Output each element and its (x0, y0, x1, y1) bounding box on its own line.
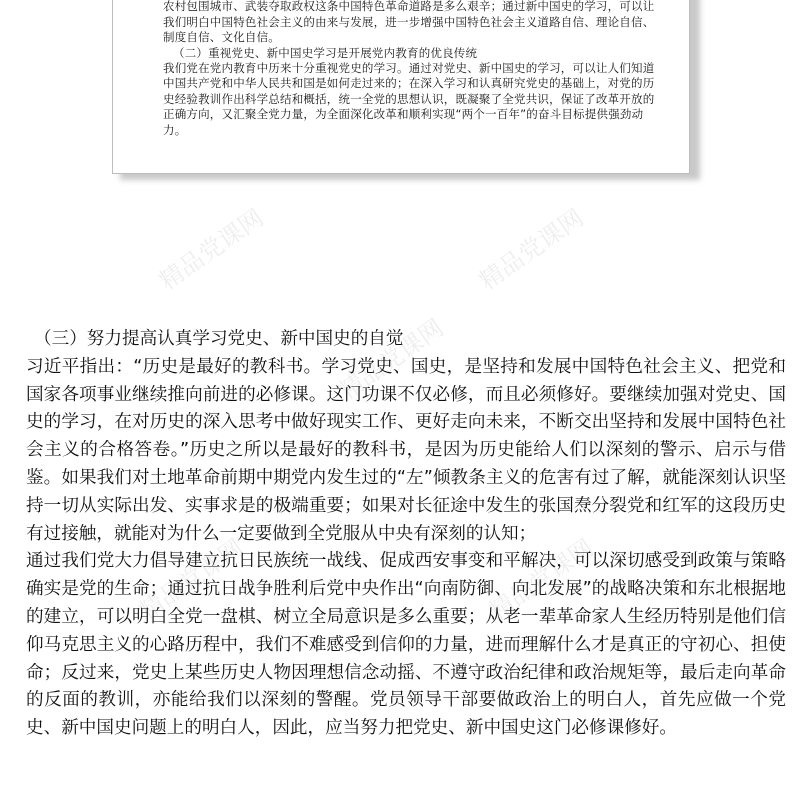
excerpt-card-text (163, 0, 661, 138)
section-heading: （三）努力提高认真学习党史、新中国史的自觉 (34, 329, 404, 349)
card-paragraph-1: 农村包围城市、武装夺取政权这条中国特色革命道路是多么艰辛；通过新中国史的学习，可以让我们明白中国特色社会主义的由来与发展，进一步增强中国特色社会主义道路自信、理论自信、制度自信、文化自信。 (163, 0, 655, 45)
main-body (26, 326, 786, 743)
body-paragraph-2: 通过我们党大力倡导建立抗日民族统一战线、促成西安事变和平解决，可以深切感受到政策与策略确实是党的生命；通过抗日战争胜利后党中央作出“向南防御、向北发展”的战略决策和东北根据地的建立，可以明白全党一盘棋、树立全局意识是多么重要；从老一辈革命家人生经历特别是他们信仰马克思主义的心路历程中，我们不难感受到信仰的力量，进而理解什么才是真正的守初心、担使命；反过来，党史上某些历史人物因理想信念动摇、不遵守政治纪律和政治规矩等，最后走向革命的反面的教训，亦能给我们以深刻的警醒。党员领导干部要做政治上的明白人，首先应做一个党史、新中国史问题上的明白人，因此，应当努力把党史、新中国史这门必修课修好。 (26, 551, 786, 739)
watermark-3: 精品党课网 (334, 313, 449, 406)
card-paragraph-2: 我们党在党内教育中历来十分重视党史的学习。通过对党史、新中国史的学习，可以让人们知道中国共产党和中华人民共和国是如何走过来的；在深入学习和认真研究党史的基础上，对党的历史经验教训作出科学总结和概括，统一全党的思想认识，既凝聚了全党共识，保证了改革开放的正确方向，又汇聚全党力量，为全面深化改革和顺利实现“两个一百年”的奋斗目标提供强劲动力。 (163, 61, 655, 137)
watermark-4: 精品党课网 (134, 533, 249, 626)
watermark-5: 精品党课网 (484, 533, 599, 626)
body-paragraph-1: 习近平指出：“历史是最好的教科书。学习党史、国史，是坚持和发展中国特色社会主义、把党和国家各项事业继续推向前进的必修课。这门功课不仅必修，而且必须修好。要继续加强对党史、国史的学习，在对历史的深入思考中做好现实工作、更好走向未来，不断交出坚持和发展中国特色社会主义的合格答卷。”历史之所以是最好的教科书，是因为历史能给人们以深刻的警示、启示与借鉴。如果我们对土地革命前期中期党内发生过的“左”倾教条主义的危害有过了解，就能深刻认识坚持一切从实际出发、实事求是的极端重要；如果对长征途中发生的张国焘分裂党和红军的这段历史有过接触，就能对为什么一定要做到全党服从中央有深刻的认知； (26, 356, 786, 544)
watermark-1: 精品党课网 (154, 203, 269, 296)
watermark-2: 精品党课网 (474, 203, 589, 296)
card-section-heading: （二）重视党史、新中国史学习是开展党内教育的优良传统 (173, 45, 478, 60)
excerpt-card (112, 0, 690, 174)
